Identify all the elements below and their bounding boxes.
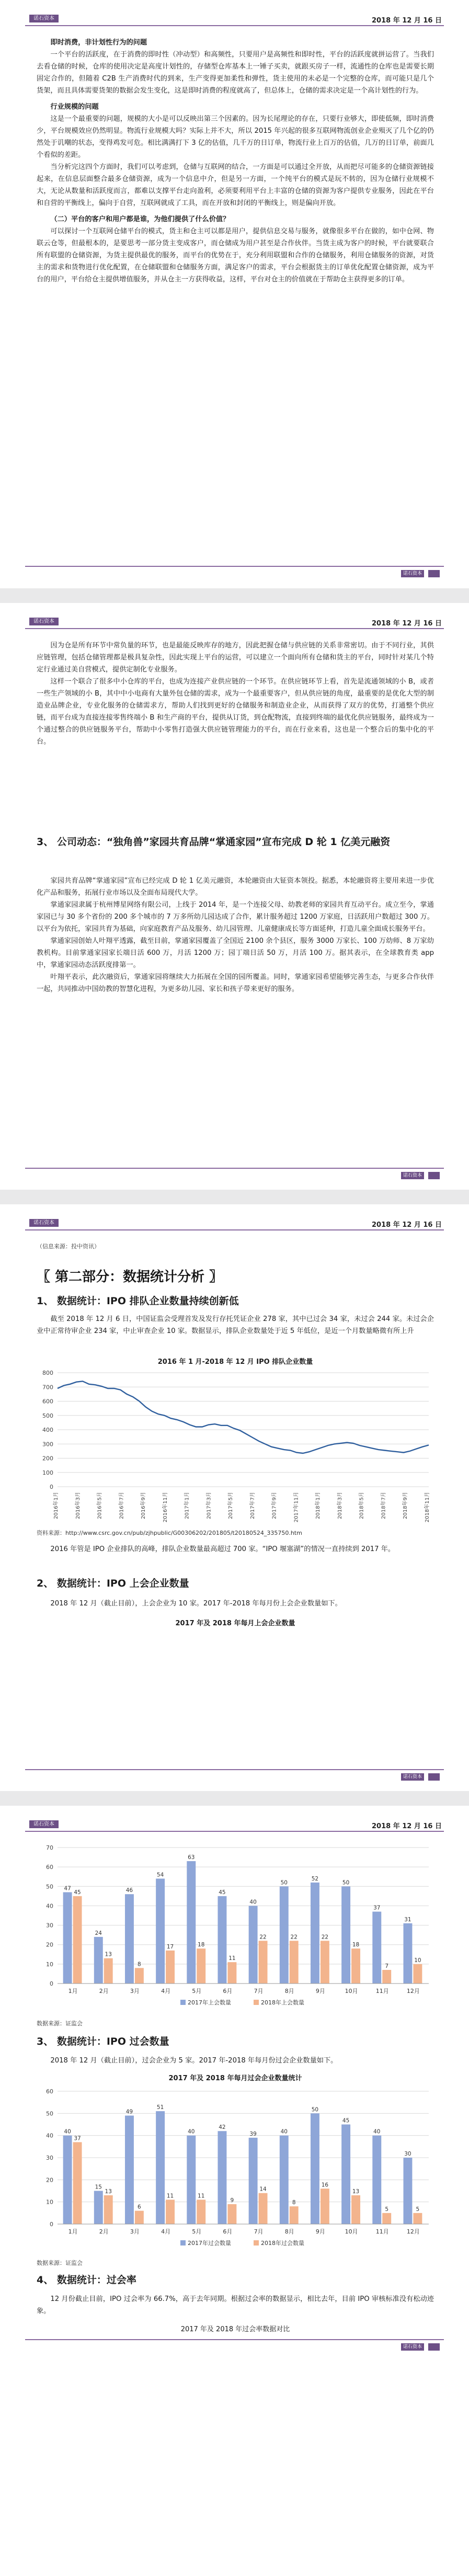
bar — [413, 1964, 422, 1984]
bar-value-label: 37 — [373, 1905, 381, 1911]
chart-title: 2016 年 1 月-2018 年 12 月 IPO 排队企业数量 — [157, 1358, 313, 1366]
header-date: 2018 年 12 月 16 日 — [372, 620, 442, 628]
bar-value-label: 40 — [280, 2128, 288, 2135]
page4-body — [37, 2055, 434, 2067]
bar — [372, 2136, 381, 2224]
x-tick-label: 2月 — [99, 1988, 109, 1994]
bar-value-label: 24 — [95, 1930, 102, 1936]
bar — [197, 2199, 205, 2224]
bar-value-label: 40 — [373, 2128, 381, 2135]
chart-source: 数据来源：证监会 — [37, 2260, 83, 2266]
bar — [290, 2206, 299, 2224]
bar-value-label: 51 — [156, 2104, 164, 2111]
x-tick-label: 1月 — [68, 2228, 78, 2235]
bar — [104, 1958, 113, 1984]
x-tick-label: 9月 — [315, 1988, 325, 1994]
series-line — [58, 1381, 429, 1453]
bar-value-label: 8 — [138, 1961, 141, 1968]
header-logo: 诺石资本 — [29, 15, 59, 22]
bar-value-label: 50 — [342, 1879, 350, 1886]
x-tick-label: 7月 — [254, 1988, 264, 1994]
bar — [280, 2136, 289, 2224]
bar — [311, 1883, 319, 1984]
bar-value-label: 13 — [352, 2188, 360, 2195]
x-tick-label: 2017年3月 — [206, 1492, 212, 1519]
y-tick-label: 200 — [42, 1455, 53, 1462]
page-gap — [0, 1190, 469, 1204]
page-2 — [0, 603, 469, 1190]
y-tick-label: 100 — [42, 1469, 53, 1476]
paragraph: 叶翔平表示，此次融资后，掌通家园将继续大力拓展在全国的园所覆盖。同时，掌通家园希望能够完善生态，与更多合作伙伴一起，共同推动中国幼教的智慧化进程，为更多幼儿园、家长和孩子带来更好的服务。 — [37, 973, 434, 993]
header-logo: 诺石资本 — [29, 618, 59, 625]
bar — [166, 1951, 175, 1984]
x-tick-label: 2017年5月 — [228, 1492, 234, 1519]
bar-value-label: 22 — [259, 1934, 267, 1941]
x-tick-label: 2018年9月 — [403, 1492, 409, 1519]
bar — [341, 2125, 350, 2225]
page-footer — [25, 1168, 444, 1180]
bar — [351, 1948, 360, 1984]
y-tick-label: 10 — [46, 1961, 53, 1968]
bar-value-label: 40 — [188, 2128, 195, 2135]
bar — [249, 1906, 258, 1984]
bar — [187, 1861, 196, 1984]
bar — [321, 2189, 329, 2224]
bar — [104, 2195, 113, 2224]
y-tick-label: 30 — [46, 2155, 53, 2161]
footer-logo: 诺石资本 — [401, 570, 424, 577]
footer-logo: 诺石资本 — [401, 1172, 424, 1179]
legend-label: 2018年上会数量 — [261, 1999, 304, 2006]
y-tick-label: 300 — [42, 1441, 53, 1448]
bar-value-label: 18 — [198, 1942, 205, 1948]
section-heading: 3、 数据统计：IPO 过会数量 — [37, 2036, 169, 2047]
bar-value-label: 50 — [280, 1879, 288, 1886]
paragraph: 截至 2018 年 12 月 6 日，中国证监会受理首发及发行存托凭证企业 278 家，其中已过会 34 家，未过会 244 家。未过会企业中正常待审企业 234 家，中止审查企业 10 家。数据显示，排队企业数量处于近 5 年低位，是近一个月数量略微有所上升 — [37, 1315, 434, 1335]
part-title: 〖 第二部分：数据统计分析 〗 — [37, 1269, 223, 1285]
x-tick-label: 10月 — [345, 1988, 358, 1994]
legend-swatch — [254, 2000, 259, 2005]
y-tick-label: 40 — [46, 2132, 53, 2139]
y-tick-label: 40 — [46, 1902, 53, 1910]
y-tick-label: 0 — [50, 1484, 53, 1490]
bar — [218, 1896, 226, 1984]
x-tick-label: 8月 — [284, 2228, 294, 2235]
x-tick-label: 2016年5月 — [97, 1492, 103, 1519]
bar-value-label: 45 — [342, 2117, 350, 2124]
section-heading: 3、 公司动态：“独角兽”家园共育品牌“掌通家园”宣布完成 D 轮 1 亿美元融资 — [37, 836, 391, 848]
legend-swatch — [254, 2240, 259, 2246]
paragraph: 当分析完这四个方面时，我们可以考虑到，仓储与互联网的结合，一方面是可以通过全开放，从而把尽可能多的仓储资源链接起来，在信息层面整合最多仓储资源，成为一个信息中介，但是另一方面，一个纯平台的模式是玩不转的，因为仓储行业规模不大，无论从数量和活跃度而言，都难以支撑平台走向盈利，必须要利用平台上丰富的仓储的资源为客户提供专业服务，因此在平台和自营的平衡线上，偏向于自营，互联网就成了工具，而在开放和封闭的平衡线上，则是偏向开放。 — [37, 163, 434, 207]
bar-value-label: 22 — [290, 1934, 298, 1941]
y-tick-label: 600 — [42, 1398, 53, 1405]
paragraph: 家园共育品牌“掌通家园”宣布已经完成 D 轮 1 亿美元融资，本轮融资由大钲资本领投。据悉，本轮融资将主要用来进一步优化产品和服务，拓展行业市场以及全面布局现代大学。 — [37, 877, 434, 897]
bar — [94, 2191, 103, 2225]
y-tick-label: 500 — [42, 1412, 53, 1419]
y-tick-label: 800 — [42, 1370, 53, 1376]
y-tick-label: 60 — [46, 2088, 53, 2095]
bar — [311, 2113, 319, 2224]
header-logo: 诺石资本 — [29, 1820, 59, 1828]
bar-value-label: 46 — [125, 1887, 133, 1894]
bar — [73, 2142, 82, 2224]
x-tick-label: 2018年3月 — [337, 1492, 343, 1519]
bar-value-label: 17 — [166, 1943, 174, 1950]
page-header — [25, 15, 444, 26]
listing-meetings-bar-chart — [0, 1837, 469, 2015]
x-tick-label: 12月 — [406, 1988, 420, 1994]
bar — [63, 2136, 72, 2224]
bar-value-label: 39 — [249, 2130, 257, 2137]
x-tick-label: 5月 — [192, 1988, 202, 1994]
legend-swatch — [180, 2240, 186, 2246]
header-logo: 诺石资本 — [29, 1219, 59, 1227]
bar — [259, 2193, 268, 2224]
bar-value-label: 54 — [156, 1872, 164, 1878]
y-tick-label: 30 — [46, 1922, 53, 1929]
legend-swatch — [180, 2000, 186, 2005]
bar — [382, 1970, 391, 1984]
paragraph: 2016 年管是 IPO 企业排队的高峰，排队企业数量最高超过 700 家。“IPO 堰塞湖”的情况一直持续到 2017 年。 — [50, 1545, 395, 1553]
bar-value-label: 40 — [64, 2128, 71, 2135]
page-4 — [0, 1806, 469, 2576]
paragraph: 2018 年 12 月（截止目前），过会企业为 5 家。2017 年-2018 年每月份过会企业数量如下。 — [50, 2057, 338, 2065]
subheading: （二）平台的客户和用户都是谁，为他们提供了什么价值？ — [50, 215, 230, 223]
y-tick-label: 50 — [46, 1883, 53, 1890]
page-footer — [25, 2339, 444, 2352]
bar — [341, 1886, 350, 1984]
bar-value-label: 45 — [219, 1889, 226, 1896]
bar — [403, 1923, 412, 1984]
bar — [249, 2138, 258, 2224]
bar — [227, 1962, 236, 1984]
bar-value-label: 49 — [125, 2108, 133, 2115]
x-tick-label: 12月 — [406, 2228, 420, 2235]
paragraph: 可以探讨一个互联网仓储平台的模式，货主和仓主可以都是用户，提供信息交易与服务，就像很多平台在做的，如中仓网、物联云仓等，但最根本的，是要思考一部分货主变成客户，而仓储成为用户甚至是合作伙伴。当货主成为客户的时候，平台就要联合所有联盟的仓储资源，为货主提供最优的服务，而平台的优势在于，充分利用联盟和合作的仓储服务，利用仓储服务的资源，对货主的需求和货物进行优化配置，在仓储联盟和仓储服务方面，满足客户的需求，平台会根据货主的订单优化配置仓储资源，成为平台的用户，平台给仓主提供增值服务，并从仓主一方获得收益，这样，平台对仓主的价值就在于帮助仓主获得更多的订单。 — [37, 227, 434, 283]
bar — [125, 2116, 134, 2224]
page2-body-2 — [37, 875, 434, 995]
x-tick-label: 10月 — [345, 2228, 358, 2235]
bar-value-label: 30 — [404, 2151, 411, 2157]
section-heading: 2、 数据统计：IPO 上会企业数量 — [37, 1578, 189, 1589]
bar — [166, 2199, 175, 2224]
header-date: 2018 年 12 月 16 日 — [372, 17, 442, 25]
bar-value-label: 6 — [138, 2204, 141, 2210]
chart-title: 2017 年及 2018 年每月过会企业数量统计 — [168, 2075, 302, 2082]
bar-value-label: 22 — [321, 1934, 329, 1941]
bar — [280, 1886, 289, 1984]
page-number-badge — [428, 1773, 440, 1781]
x-tick-label: 5月 — [192, 2228, 202, 2235]
x-tick-label: 6月 — [223, 1988, 233, 1994]
bar — [63, 1892, 72, 1984]
chart-source: 数据来源：证监会 — [37, 2020, 83, 2027]
paragraph: 一个平台的活跃度，在于消费的即时性（冲动型）和高频性，只要用户是高频性和即时性，平台的活跃度就拼运营了。当我们去看仓储的时候，仓库的使用决定是高度计划性的，存储型仓库基本上一锤子买卖，就跟买房子一样，流通性的仓库也是需要长期固定合作的，但随着 C2B 生产消费时代的到来，生产变得更加柔性和弹性，货主使用的未必是一个完整的仓库，而可能只是几个货架，而且具体需要货架的数据会发生变化，这是即时消费的程度就高了，但总体上，仓储的需求决定是一个高计划性的行为。 — [37, 51, 434, 95]
bar — [403, 2158, 412, 2224]
bar — [135, 1968, 144, 1984]
y-tick-label: 60 — [46, 1864, 53, 1871]
page-footer — [25, 1769, 444, 1782]
x-tick-label: 3月 — [130, 2228, 140, 2235]
page3-body — [37, 1313, 434, 1337]
y-tick-label: 10 — [46, 2198, 53, 2206]
x-tick-label: 4月 — [161, 2228, 171, 2235]
x-tick-label: 6月 — [223, 2228, 233, 2235]
x-tick-label: 2018年5月 — [359, 1492, 365, 1519]
footer-logo: 诺石资本 — [401, 2343, 424, 2351]
page2-body — [37, 640, 434, 748]
x-tick-label: 2016年7月 — [119, 1492, 125, 1519]
x-tick-label: 9月 — [315, 2228, 325, 2235]
y-tick-label: 70 — [46, 1844, 53, 1851]
paragraph: 因为仓是所有环节中常负量的环节，也是最能反映库存的地方，因此把握仓储与供应链的关系非常密切。由于不同行业，其供应链管理，包括仓储管理都是极具复杂性，因此实现上平台的运营，可以建立一个面向所有仓储和货主的平台，同时针对某几个特定行业通过美自营模式，提供定制化专业服务。 — [37, 642, 434, 674]
x-tick-label: 8月 — [284, 1988, 294, 1994]
bar-value-label: 14 — [259, 2186, 267, 2193]
page-header — [25, 1219, 444, 1230]
page3-body-2 — [37, 1543, 434, 1555]
bar — [259, 1941, 268, 1984]
x-tick-label: 7月 — [254, 2228, 264, 2235]
x-tick-label: 2月 — [99, 2228, 109, 2235]
x-tick-label: 3月 — [130, 1988, 140, 1994]
y-tick-label: 50 — [46, 2110, 53, 2117]
x-tick-label: 1月 — [68, 1988, 78, 1994]
bar — [73, 1896, 82, 1984]
paragraph: 掌通家园隶属于杭州博星网络有限公司，上线于 2014 年，是一个连接父母、幼教老师的家园共育互动平台。成立至今，掌通家园已与 30 多个省份的 200 多个城市的 7 万多所幼儿园达成了合作，累计服务超过 1200 万家庭，日活跃用户数超过 300 万。以平台为依托，家园共育为基础，向家庭教育产品及服务、幼儿园管理、儿童健康成长等方面延伸，打造儿童全面成长服务平台。 — [37, 901, 434, 933]
bar — [351, 2195, 360, 2224]
header-date: 2018 年 12 月 16 日 — [372, 1221, 442, 1229]
legend-label: 2017年上会数量 — [188, 1999, 231, 2006]
approvals-bar-chart — [0, 2083, 469, 2255]
bar-value-label: 11 — [198, 2193, 205, 2199]
x-tick-label: 2016年9月 — [141, 1492, 147, 1519]
y-tick-label: 0 — [50, 2221, 53, 2228]
x-tick-label: 2018年11月 — [425, 1492, 430, 1523]
bar-value-label: 37 — [74, 2135, 81, 2142]
bar — [290, 1941, 299, 1984]
bar-value-label: 5 — [385, 2206, 389, 2213]
bar-value-label: 11 — [228, 1955, 236, 1962]
x-tick-label: 2018年1月 — [315, 1492, 322, 1519]
bar-value-label: 45 — [74, 1889, 81, 1896]
bar-value-label: 47 — [64, 1885, 71, 1892]
bar — [94, 1937, 103, 1984]
bar — [321, 1941, 329, 1984]
legend-label: 2018年过会数量 — [261, 2240, 304, 2247]
page-1 — [0, 0, 469, 588]
section-heading: 4、 数据统计：过会率 — [37, 2274, 136, 2286]
legend-label: 2017年过会数量 — [188, 2240, 231, 2247]
bar — [156, 1878, 165, 1984]
page1-body — [37, 37, 434, 286]
bar-value-label: 7 — [385, 1963, 389, 1969]
bar — [156, 2111, 165, 2224]
paragraph: 2018 年 12 月（截止目前），上会企业为 10 家。2017 年-2018 年每月份上会企业数量如下。 — [50, 1600, 342, 1608]
bar-value-label: 10 — [414, 1957, 421, 1964]
bar-value-label: 42 — [219, 2124, 226, 2131]
x-tick-label: 2016年11月 — [162, 1492, 168, 1523]
bar-value-label: 40 — [249, 1899, 257, 1906]
bar-value-label: 5 — [416, 2206, 420, 2213]
page-gap — [0, 588, 469, 603]
bar-value-label: 9 — [230, 2197, 234, 2204]
y-tick-label: 400 — [42, 1427, 53, 1433]
bar — [187, 2136, 196, 2224]
header-date: 2018 年 12 月 16 日 — [372, 1822, 442, 1830]
page-header — [25, 1820, 444, 1832]
x-tick-label: 11月 — [375, 2228, 389, 2235]
page-number-badge — [428, 2343, 440, 2351]
bar — [227, 2204, 236, 2224]
paragraph: 这是一个最重要的问题，规模的大小是可以反映出第三个因素的。因为长尾理论的存在，只要行业够大，即使低频，即时消费少，平台规模效应仍然明显。物流行业规模大吗？实际上并不大，所以 2015 年兴起的很多互联网物流创业企业殒灭了几个亿的仍然处于讥嘲的状态，变得鸡发可危。相比满满打下 3 亿的估值，几千万的日订单，物流行业上百万的估值，几万的日订单，前面几个看似的差距。 — [37, 115, 434, 159]
chart-title: 2017 年及 2018 年过会率数据对比 — [180, 2326, 290, 2333]
page-number-badge — [428, 1172, 440, 1179]
bar — [382, 2213, 391, 2224]
bar-value-label: 31 — [404, 1916, 411, 1923]
x-tick-label: 11月 — [375, 1988, 389, 1994]
bar-value-label: 11 — [166, 2193, 174, 2199]
bar-value-label: 13 — [105, 2188, 112, 2195]
bar-value-label: 16 — [321, 2182, 329, 2189]
y-tick-label: 20 — [46, 2176, 53, 2184]
x-tick-label: 2017年9月 — [271, 1492, 278, 1519]
bar — [218, 2131, 226, 2224]
bar — [413, 2213, 422, 2224]
page-gap — [0, 1791, 469, 1806]
bar-value-label: 15 — [95, 2184, 102, 2191]
x-tick-label: 2016年3月 — [75, 1492, 81, 1519]
paragraph: 掌通家园创始人叶翔平透露，截至目前，掌通家园覆盖了全国近 2100 余个县区，服务 3000 万家长、100 万幼师、8 万家幼教机构。目前掌通家园家长端日活 600 万，月活 1200 万；园丁端日活 50 万，月活 100 万。据其表示，在全球教育类 app 中，掌通家园动态活跃度排第一。 — [37, 937, 434, 969]
page-header — [25, 618, 444, 629]
source-note: （信息来源：投中资讯） — [37, 1243, 100, 1250]
x-tick-label: 4月 — [161, 1988, 171, 1994]
bar-value-label: 52 — [311, 1875, 319, 1882]
page-number-badge — [428, 570, 440, 577]
x-tick-label: 2017年1月 — [184, 1492, 190, 1519]
chart-source: 资料来源：http://www.csrc.gov.cn/pub/zjhpublic/G00306202/201805/t20180524_335750.htm — [37, 1530, 302, 1536]
paragraph: 这样一个联合了很多中小仓库的平台，也成为连接产业供应链的一个环节。在供应链环节上看，首先是流通领域的小 B，或者一些生产领域的小 B，其中中小电商有大量外包仓储的需求，成为一个最重要客户，但从供应链的角度，最重要的是优化大型的制造业品牌企业，专业化服务的仓储需求方，帮助人们找到更好的仓储服务和制造业企业，从而获得了双方的优势，打通整个供应链，而平台成为直接连接零售终端小 B 和生产商的平台，提供从订货，到仓配物流，直接到终端的最优化供应链服务，最终成为一个通过整合的供应链服务平台，帮助中小零售打造强大供应链管理能力的平台，而在行业来看，这也是一个整合后的集中化的平台。 — [37, 678, 434, 746]
bar — [197, 1948, 205, 1984]
bar — [135, 2211, 144, 2224]
bar-value-label: 18 — [352, 1942, 360, 1948]
y-tick-label: 0 — [50, 1980, 53, 1987]
chart-title: 2017 年及 2018 年每月上会企业数量 — [175, 1620, 295, 1627]
x-tick-label: 2018年7月 — [381, 1492, 387, 1519]
bar-value-label: 50 — [311, 2106, 319, 2113]
page-footer — [25, 566, 444, 578]
subheading: 行业规模的问题 — [50, 103, 99, 111]
bar-value-label: 63 — [188, 1854, 195, 1861]
paragraph: 12 月份截止目前，IPO 过会率为 66.7%，高于去年同期。根据过会率的数据显示，相比去年，目前 IPO 审核标准没有松动迹象。 — [37, 2295, 434, 2315]
y-tick-label: 700 — [42, 1384, 53, 1391]
bar-value-label: 8 — [292, 2199, 296, 2206]
queue-line-chart — [0, 1366, 469, 1523]
bar-value-label: 13 — [105, 1951, 112, 1958]
x-tick-label: 2016年1月 — [53, 1492, 59, 1519]
x-tick-label: 2017年11月 — [293, 1492, 300, 1523]
bar — [125, 1894, 134, 1984]
footer-logo: 诺石资本 — [401, 1773, 424, 1781]
page-3 — [0, 1204, 469, 1791]
x-tick-label: 2017年7月 — [249, 1492, 256, 1519]
page3-body-3 — [37, 1598, 434, 1610]
section-heading: 1、 数据统计：IPO 排队企业数量持续创新低 — [37, 1295, 239, 1307]
bar — [372, 1912, 381, 1984]
page4-body-2 — [37, 2293, 434, 2317]
y-tick-label: 20 — [46, 1941, 53, 1948]
subheading: 即时消费，非计划性行为的问题 — [50, 39, 147, 47]
